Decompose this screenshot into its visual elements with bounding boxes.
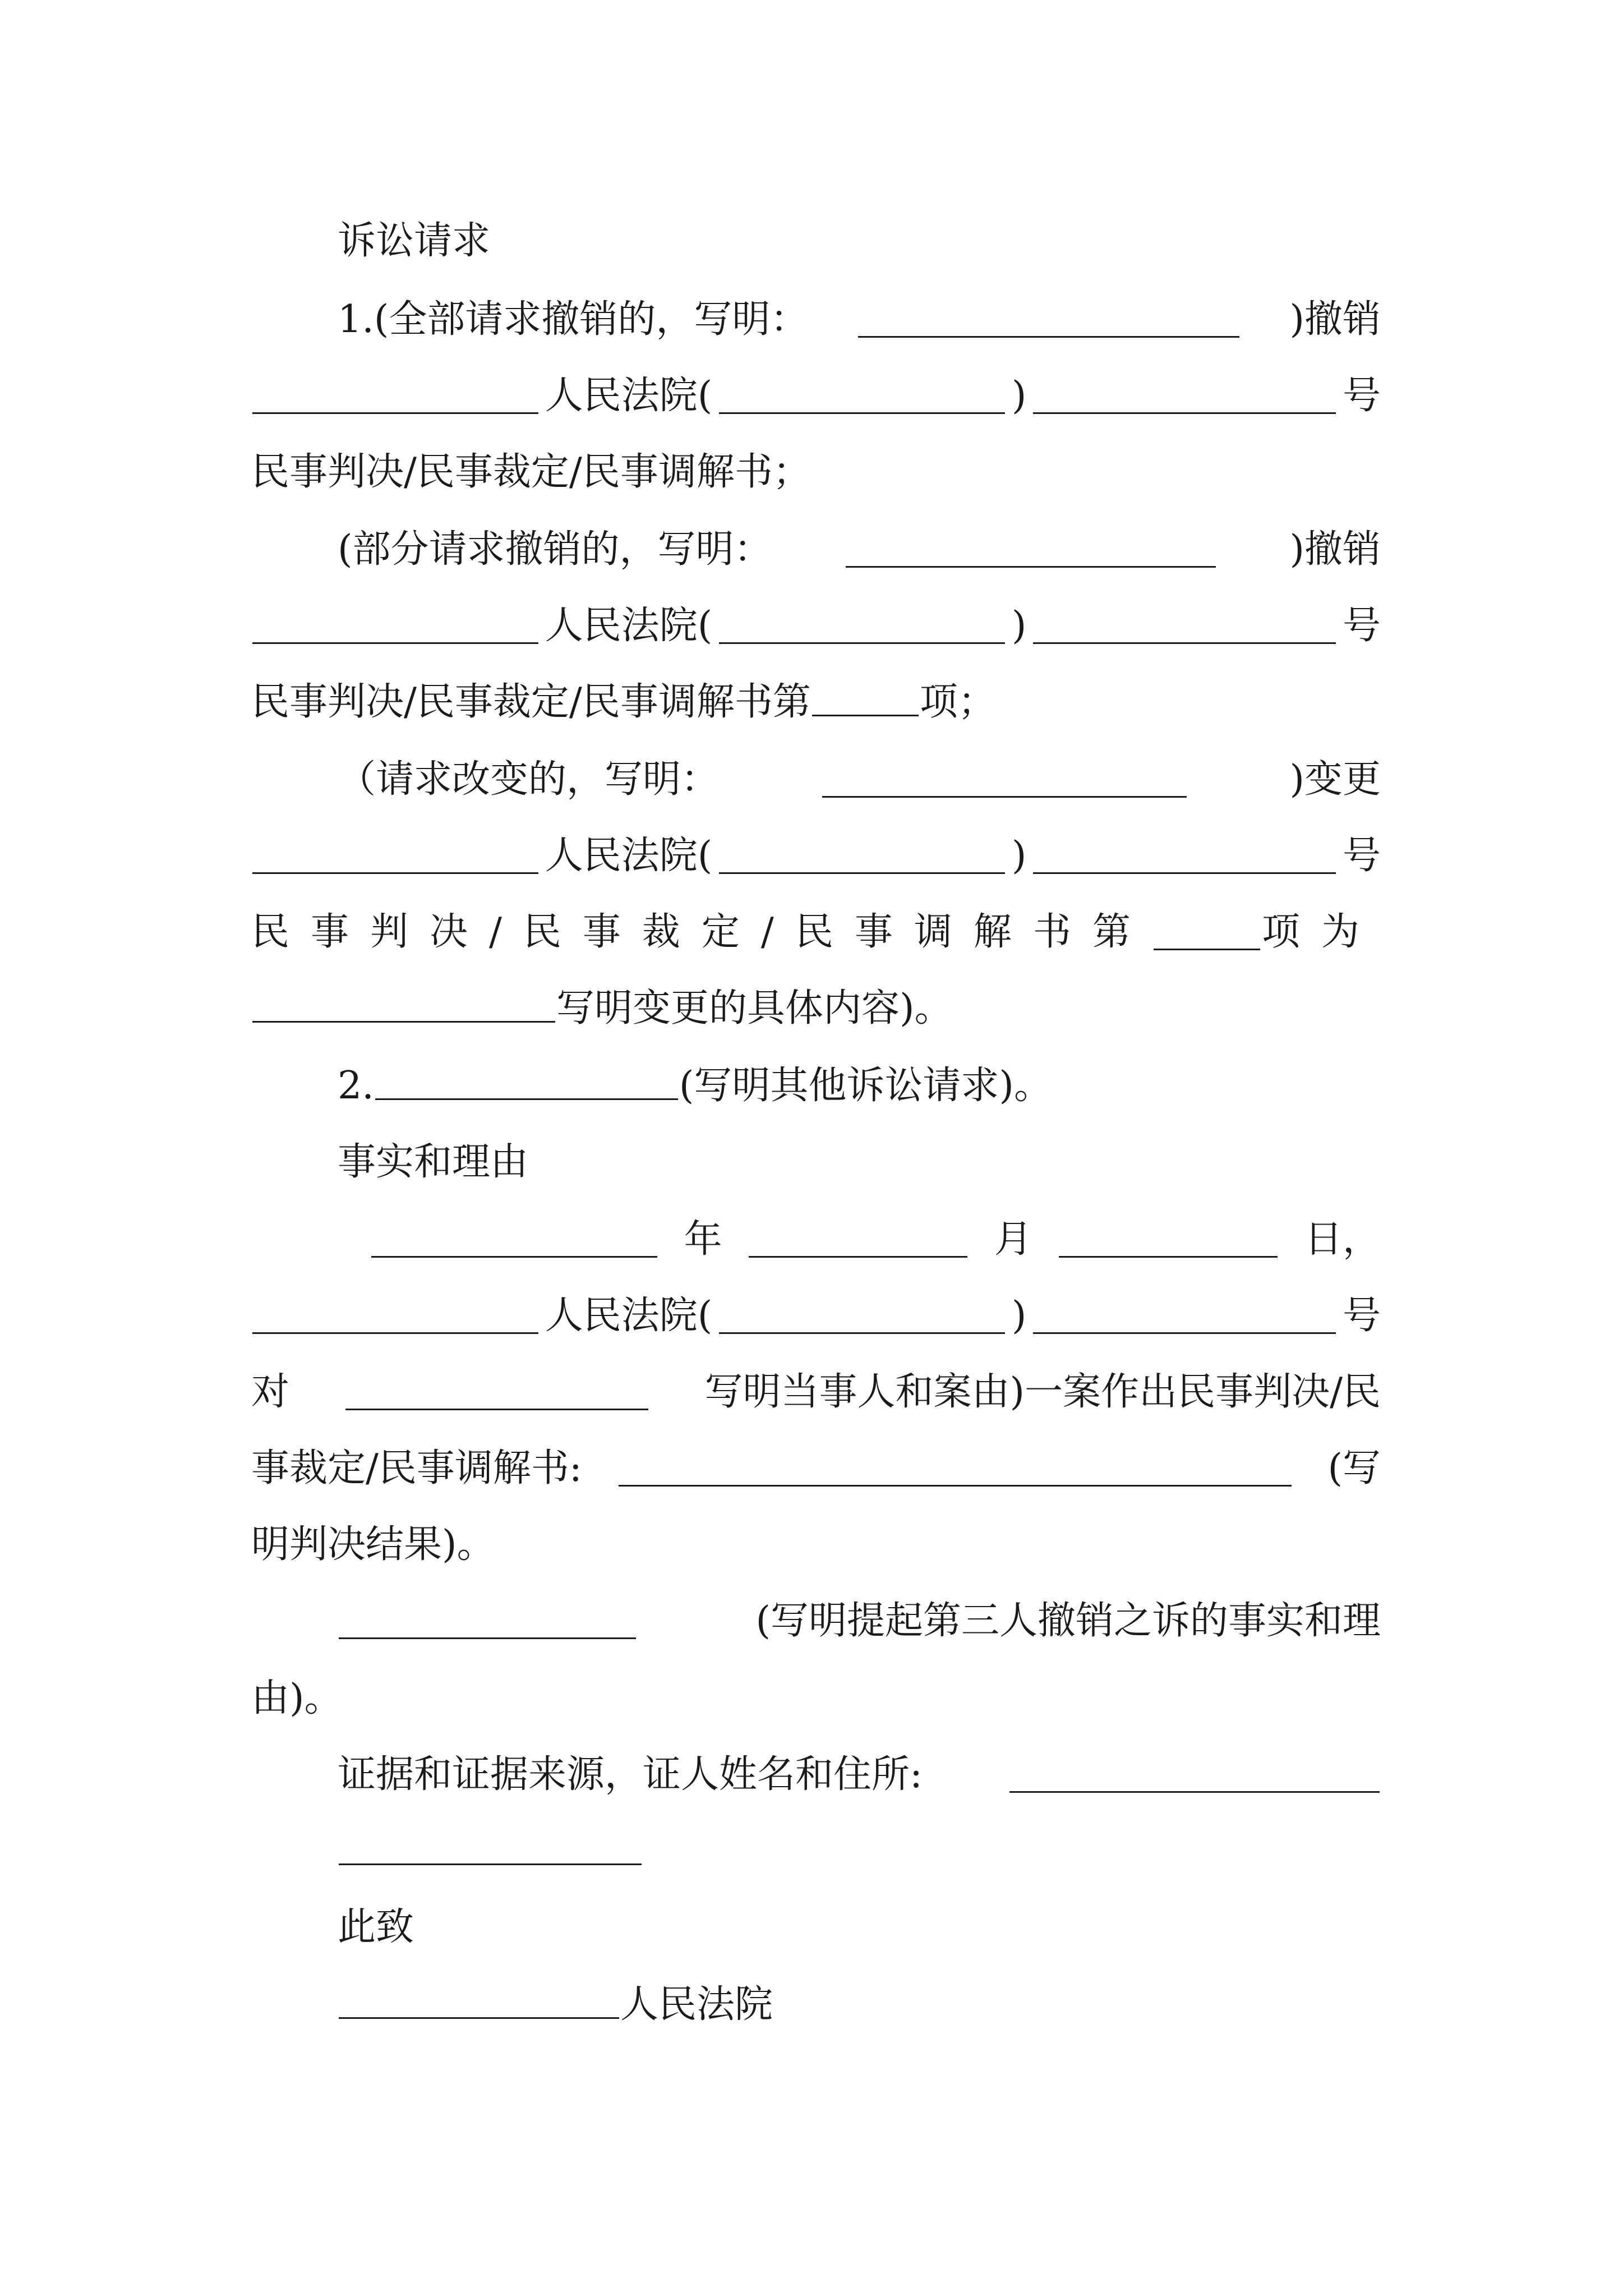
blank-field[interactable] (252, 378, 538, 414)
blank-field[interactable] (1033, 378, 1336, 414)
facts-end-line: 由)。 (251, 1676, 343, 1720)
blank-field[interactable] (1009, 1757, 1380, 1793)
blank-field[interactable] (339, 1603, 636, 1639)
judgment-result-line: 事裁定/民事调解书: (写 (251, 1446, 1381, 1490)
blank-field[interactable] (1033, 608, 1336, 644)
facts-reasons-line: (写明提起第三人撤销之诉的事实和理 (338, 1582, 1381, 1660)
blank-field[interactable] (719, 608, 1005, 644)
blank-field[interactable] (822, 762, 1187, 798)
blank-field[interactable] (252, 608, 538, 644)
blank-field[interactable] (345, 1374, 648, 1410)
date-line: 年 月 日， (370, 1200, 1381, 1279)
blank-field[interactable] (371, 1222, 657, 1258)
blank-field[interactable] (1059, 1222, 1278, 1258)
blank-field[interactable] (339, 1983, 619, 2019)
court-line: 人民法院( ) 号 (251, 1277, 1381, 1355)
blank-field[interactable] (1033, 1298, 1336, 1334)
blank-field[interactable] (1154, 914, 1260, 950)
salutation: 此致 (338, 1905, 414, 1949)
addressee-line: 人民法院 (338, 1966, 1381, 2044)
blank-field[interactable] (719, 378, 1005, 414)
blank-field[interactable] (812, 680, 919, 716)
heading-claims: 诉讼请求 (338, 219, 491, 263)
change-item-line: 民事判决/民事裁定/民事调解书第 项为 (251, 910, 1381, 954)
change-content-line: 写明变更的具体内容)。 (251, 969, 1381, 1048)
court-line: 人民法院( ) 号 (251, 357, 1381, 435)
judgment-types-line: 民事判决/民事裁定/民事调解书； (251, 450, 811, 494)
blank-field[interactable] (252, 838, 538, 874)
blank-field[interactable] (252, 1298, 538, 1334)
blank-field[interactable] (846, 532, 1216, 568)
blank-field[interactable] (252, 987, 555, 1023)
partial-claim-line: (部分请求撤销的，写明： )撤销 (338, 527, 1381, 572)
blank-field[interactable] (719, 838, 1005, 874)
judgment-item-line: 民事判决/民事裁定/民事调解书第 项； (251, 680, 996, 724)
court-line: 人民法院( ) 号 (251, 817, 1381, 895)
blank-field[interactable] (749, 1222, 967, 1258)
result-line: 明判决结果)。 (251, 1522, 495, 1567)
heading-facts: 事实和理由 (338, 1140, 529, 1184)
parties-line: 对 写明当事人和案由)一案作出民事判决/民 (251, 1370, 1381, 1414)
blank-field[interactable] (858, 302, 1239, 338)
blank-field[interactable] (619, 1451, 1292, 1487)
blank-field[interactable] (339, 1829, 642, 1865)
evidence-continued-line (338, 1812, 1381, 1890)
evidence-line: 证据和证据来源，证人姓名和住所: (338, 1736, 1381, 1814)
blank-field[interactable] (375, 1064, 678, 1100)
blank-field[interactable] (1033, 838, 1336, 874)
claim-2-line: 2. (写明其他诉讼请求)。 (338, 1064, 1052, 1108)
blank-field[interactable] (719, 1298, 1005, 1334)
claim-1-line: 1.(全部请求撤销的，写明： )撤销 (338, 297, 1381, 342)
change-claim-line: （请求改变的，写明： )变更 (338, 757, 1381, 802)
court-line: 人民法院( ) 号 (251, 587, 1381, 665)
